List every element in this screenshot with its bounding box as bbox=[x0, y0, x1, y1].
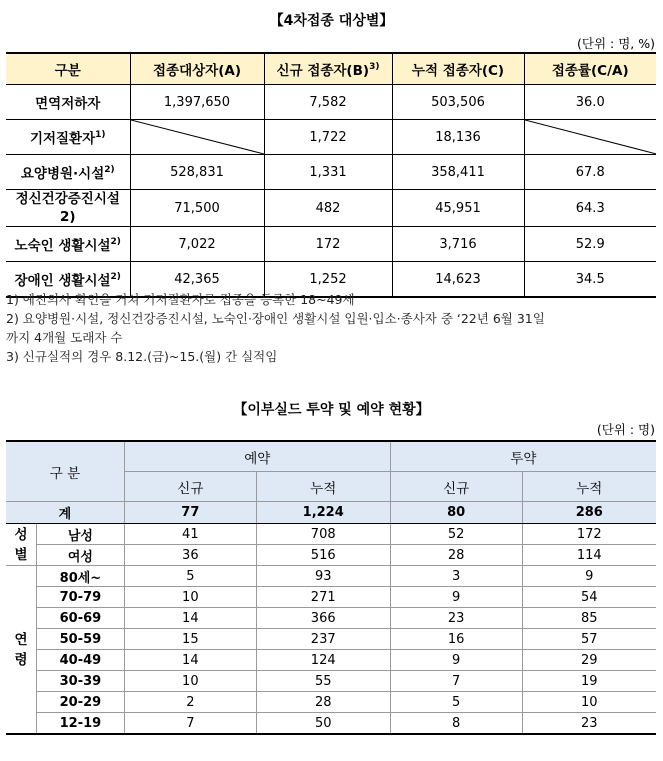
total-row bbox=[6, 502, 656, 524]
cell-target: 1,397,650 bbox=[130, 85, 264, 120]
cell-adm-new: 28 bbox=[390, 545, 522, 566]
cell-res-new: 7 bbox=[124, 713, 256, 735]
cell-adm-cum: 10 bbox=[522, 692, 656, 713]
table-row bbox=[6, 713, 656, 735]
cell-res-new: 36 bbox=[124, 545, 256, 566]
cell-res-new: 5 bbox=[124, 566, 256, 587]
cell-rate: 52.9 bbox=[524, 227, 656, 262]
header-administration: 투약 bbox=[390, 441, 656, 472]
table-row bbox=[6, 155, 656, 190]
table-row bbox=[6, 608, 656, 629]
row-label-sup: 1) bbox=[95, 130, 106, 140]
table-row bbox=[6, 524, 656, 545]
cell-target: 42,365 bbox=[130, 262, 264, 298]
cell-new: 1,722 bbox=[264, 120, 392, 155]
header-category: 구분 bbox=[6, 53, 130, 85]
footnote: 1) 예진의사 확인을 거쳐 기저질환자로 접종을 등록한 18~49세 bbox=[6, 292, 355, 307]
section1-unit: (단위 : 명, %) bbox=[577, 36, 655, 51]
cell-res-cum: 708 bbox=[256, 524, 390, 545]
table-row bbox=[6, 85, 656, 120]
row-header bbox=[6, 120, 130, 155]
row-header: 50-59 bbox=[36, 629, 124, 650]
cell-adm-new: 9 bbox=[390, 650, 522, 671]
total-label: 계 bbox=[6, 502, 124, 524]
header-res-cum: 누적 bbox=[256, 472, 390, 502]
table-row bbox=[6, 227, 656, 262]
cell-target: 7,022 bbox=[130, 227, 264, 262]
sex-group-label bbox=[6, 524, 36, 566]
cell-adm-cum: 29 bbox=[522, 650, 656, 671]
cell-res-cum: 516 bbox=[256, 545, 390, 566]
header-new-label: 신규 접종자(B) bbox=[276, 63, 370, 79]
cell-res-new: 15 bbox=[124, 629, 256, 650]
cell-adm-cum: 9 bbox=[522, 566, 656, 587]
cell-res-new: 14 bbox=[124, 608, 256, 629]
cell-target: 71,500 bbox=[130, 190, 264, 227]
row-label: 요양병원·시설 bbox=[20, 166, 105, 182]
cell-rate: 34.5 bbox=[524, 262, 656, 298]
cell-res-cum: 271 bbox=[256, 587, 390, 608]
header-cumulative: 누적 접종자(C) bbox=[392, 53, 524, 85]
cell-adm-new: 52 bbox=[390, 524, 522, 545]
row-header: 남성 bbox=[36, 524, 124, 545]
row-header: 12-19 bbox=[36, 713, 124, 735]
group-char: 령 bbox=[14, 651, 28, 668]
cell-new: 1,331 bbox=[264, 155, 392, 190]
row-header: 60-69 bbox=[36, 608, 124, 629]
cell-res-new: 10 bbox=[124, 671, 256, 692]
row-header bbox=[6, 227, 130, 262]
cell-res-new: 2 bbox=[124, 692, 256, 713]
total-res-cum: 1,224 bbox=[256, 502, 390, 524]
group-char: 별 bbox=[14, 546, 28, 563]
cell-res-new: 14 bbox=[124, 650, 256, 671]
table-row bbox=[6, 692, 656, 713]
row-header: 20-29 bbox=[36, 692, 124, 713]
not-applicable-cell bbox=[524, 120, 656, 155]
cell-cumulative: 3,716 bbox=[392, 227, 524, 262]
cell-adm-cum: 54 bbox=[522, 587, 656, 608]
group-header-row bbox=[6, 441, 656, 472]
table-header-row bbox=[6, 53, 656, 85]
cell-adm-new: 8 bbox=[390, 713, 522, 735]
table-row bbox=[6, 545, 656, 566]
header-new bbox=[264, 53, 392, 85]
header-adm-cum: 누적 bbox=[522, 472, 656, 502]
cell-res-cum: 237 bbox=[256, 629, 390, 650]
cell-adm-new: 5 bbox=[390, 692, 522, 713]
footnotes bbox=[6, 290, 661, 366]
row-header: 여성 bbox=[36, 545, 124, 566]
evusheld-table bbox=[6, 440, 656, 735]
diagonal-line bbox=[525, 120, 657, 154]
row-label: 기저질환자 bbox=[29, 131, 96, 147]
row-header: 40-49 bbox=[36, 650, 124, 671]
total-res-new: 77 bbox=[124, 502, 256, 524]
cell-cumulative: 45,951 bbox=[392, 190, 524, 227]
cell-adm-cum: 19 bbox=[522, 671, 656, 692]
row-label-sup: 2) bbox=[110, 237, 121, 247]
footnote: 까지 4개월 도래자 수 bbox=[6, 330, 123, 345]
table-row bbox=[6, 650, 656, 671]
cell-adm-cum: 57 bbox=[522, 629, 656, 650]
row-label: 장애인 생활시설 bbox=[14, 273, 111, 289]
cell-cumulative: 14,623 bbox=[392, 262, 524, 298]
section1-title: 【4차접종 대상별】 bbox=[269, 13, 394, 29]
row-header bbox=[6, 85, 130, 120]
row-label-note: 2) bbox=[59, 209, 76, 225]
header-category: 구 분 bbox=[6, 441, 124, 502]
cell-adm-new: 9 bbox=[390, 587, 522, 608]
row-header: 70-79 bbox=[36, 587, 124, 608]
cell-adm-new: 16 bbox=[390, 629, 522, 650]
row-label-sup: 2) bbox=[104, 165, 115, 175]
table-row bbox=[6, 629, 656, 650]
table-row bbox=[6, 190, 656, 227]
footnote: 2) 요양병원·시설, 정신건강증진시설, 노숙인·장애인 생활시설 입원·입소·종사자 중 ‘22년 6월 31일 bbox=[6, 311, 545, 326]
cell-adm-cum: 85 bbox=[522, 608, 656, 629]
diagonal-line bbox=[131, 120, 264, 154]
group-char: 연 bbox=[14, 631, 28, 648]
cell-new: 7,582 bbox=[264, 85, 392, 120]
total-adm-cum: 286 bbox=[522, 502, 656, 524]
row-label-sup: 2) bbox=[110, 272, 121, 282]
header-adm-new: 신규 bbox=[390, 472, 522, 502]
header-new-sup: 3) bbox=[369, 62, 380, 72]
row-header: 30-39 bbox=[36, 671, 124, 692]
row-header: 80세~ bbox=[36, 566, 124, 587]
cell-cumulative: 18,136 bbox=[392, 120, 524, 155]
cell-res-cum: 50 bbox=[256, 713, 390, 735]
cell-adm-new: 7 bbox=[390, 671, 522, 692]
cell-adm-cum: 114 bbox=[522, 545, 656, 566]
table-row bbox=[6, 671, 656, 692]
total-adm-new: 80 bbox=[390, 502, 522, 524]
cell-cumulative: 503,506 bbox=[392, 85, 524, 120]
cell-adm-new: 23 bbox=[390, 608, 522, 629]
cell-adm-cum: 172 bbox=[522, 524, 656, 545]
cell-adm-cum: 23 bbox=[522, 713, 656, 735]
row-label: 정신건강증진시설 bbox=[15, 191, 120, 207]
cell-res-cum: 55 bbox=[256, 671, 390, 692]
cell-res-cum: 124 bbox=[256, 650, 390, 671]
table-row bbox=[6, 587, 656, 608]
cell-new: 172 bbox=[264, 227, 392, 262]
section2-title: 【이부실드 투약 및 예약 현황】 bbox=[233, 402, 430, 418]
row-label: 면역저하자 bbox=[35, 96, 101, 112]
header-rate: 접종률(C/A) bbox=[524, 53, 656, 85]
cell-res-cum: 366 bbox=[256, 608, 390, 629]
cell-target: 528,831 bbox=[130, 155, 264, 190]
cell-new: 482 bbox=[264, 190, 392, 227]
cell-cumulative: 358,411 bbox=[392, 155, 524, 190]
header-res-new: 신규 bbox=[124, 472, 256, 502]
cell-new: 1,252 bbox=[264, 262, 392, 298]
table-row bbox=[6, 566, 656, 587]
cell-adm-new: 3 bbox=[390, 566, 522, 587]
header-target: 접종대상자(A) bbox=[130, 53, 264, 85]
cell-rate: 64.3 bbox=[524, 190, 656, 227]
row-header bbox=[6, 155, 130, 190]
cell-res-new: 10 bbox=[124, 587, 256, 608]
section2-unit: (단위 : 명) bbox=[596, 422, 655, 437]
table-row bbox=[6, 120, 656, 155]
cell-res-new: 41 bbox=[124, 524, 256, 545]
cell-rate: 36.0 bbox=[524, 85, 656, 120]
age-group-label bbox=[6, 566, 36, 735]
not-applicable-cell bbox=[130, 120, 264, 155]
cell-res-cum: 93 bbox=[256, 566, 390, 587]
footnote: 3) 신규실적의 경우 8.12.(금)~15.(월) 간 실적임 bbox=[6, 349, 278, 364]
group-char: 성 bbox=[14, 526, 28, 543]
vaccination-by-target-table bbox=[6, 52, 656, 298]
row-label: 노숙인 생활시설 bbox=[14, 238, 111, 254]
row-header bbox=[6, 190, 130, 227]
header-reservation: 예약 bbox=[124, 441, 390, 472]
cell-res-cum: 28 bbox=[256, 692, 390, 713]
cell-rate: 67.8 bbox=[524, 155, 656, 190]
